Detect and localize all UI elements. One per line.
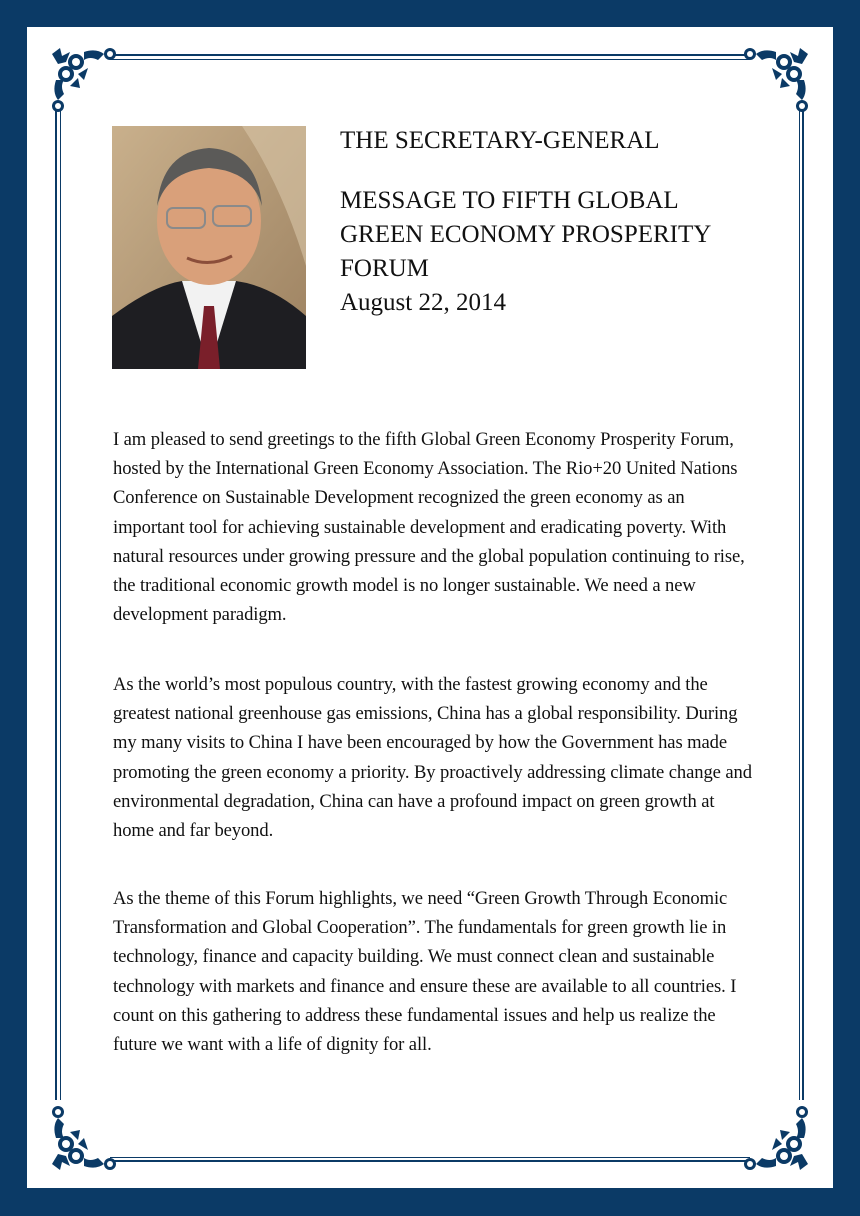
ornament-bottom-right-icon [732, 1094, 812, 1174]
portrait-photo [112, 126, 306, 369]
message-title-line-2: GREEN ECONOMY PROSPERITY [340, 221, 712, 248]
paragraph-1: I am pleased to send greetings to the fifth Global Green Economy Prosperity Forum, hosted by the International Green Economy Association. The Rio+20 United Nations Conference on Sustainable Development recognized the green economy as an important tool for achieving sustainable development and eradicating poverty. With natural resources under growing pressure and the global population continuing to rise, the traditional economic growth model is no longer sustainable. We need a new development paradigm. [113, 429, 745, 626]
message-title-line-1: MESSAGE TO FIFTH GLOBAL [340, 187, 679, 214]
message-title-line-3: FORUM [340, 255, 429, 282]
ornament-top-left-icon [48, 44, 128, 124]
paragraph-2: As the world’s most populous country, with the fastest growing economy and the greatest national greenhouse gas emissions, China has a global responsibility. During my many visits to China I have been encouraged by how the Government has made promoting the green economy a priority. By proactively addressing climate change and environmental degradation, China can have a profound impact on green growth at home and far beyond. [113, 674, 752, 842]
message-date: August 22, 2014 [340, 289, 506, 316]
document-header [340, 124, 711, 320]
ornament-top-right-icon [732, 44, 812, 124]
office-title: THE SECRETARY-GENERAL [340, 127, 660, 154]
paragraph-3: As the theme of this Forum highlights, we need “Green Growth Through Economic Transformation and Global Cooperation”. The fundamentals for green growth lie in technology, finance and capacity building. We must connect clean and sustainable technology with markets and finance and ensure these are available to all countries. I count on this gathering to address these fundamental issues and help us realize the future we want with a life of dignity for all. [113, 888, 737, 1056]
ornament-bottom-left-icon [48, 1094, 128, 1174]
